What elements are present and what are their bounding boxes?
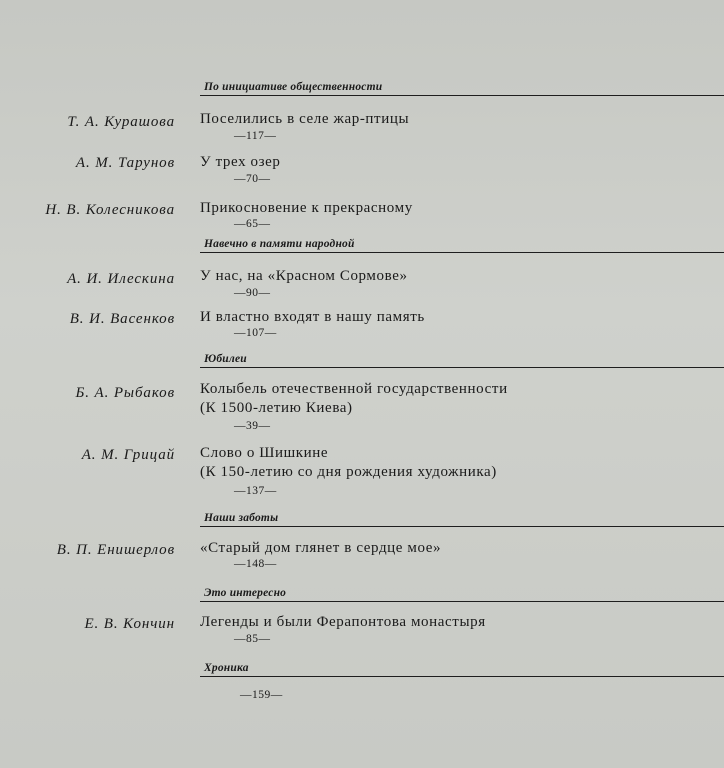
section-rule bbox=[200, 367, 724, 368]
entry-page-number: —148— bbox=[234, 558, 277, 570]
entry-title-line: У трех озер bbox=[200, 154, 281, 170]
section-rule bbox=[200, 526, 724, 527]
entry-author: А. М. Грицай bbox=[81, 447, 175, 463]
section-title: По инициативе общественности bbox=[204, 81, 383, 93]
section-rule bbox=[200, 601, 724, 602]
section-rule bbox=[200, 676, 724, 677]
entry-page-number: —85— bbox=[234, 633, 271, 645]
entry-author: Б. А. Рыбаков bbox=[75, 385, 175, 401]
section-header bbox=[200, 512, 724, 528]
section-header bbox=[200, 662, 724, 678]
entry-title[interactable] bbox=[200, 267, 408, 286]
entry-title[interactable] bbox=[200, 199, 413, 218]
entry-title[interactable] bbox=[200, 444, 497, 482]
section-rule bbox=[200, 252, 724, 253]
entry-author: А. М. Тарунов bbox=[75, 155, 175, 171]
section-header bbox=[200, 238, 724, 254]
entry-title[interactable] bbox=[200, 539, 441, 558]
entry-page-number: —117— bbox=[234, 130, 277, 142]
entry-title-line: «Старый дом глянет в сердце мое» bbox=[200, 540, 442, 556]
section-title: Это интересно bbox=[204, 587, 287, 599]
entry-title-line: Поселились в селе жар-птицы bbox=[200, 111, 410, 127]
section-header bbox=[200, 81, 724, 97]
entry-title[interactable] bbox=[200, 380, 508, 418]
entry-page-number: —65— bbox=[234, 218, 271, 230]
entry-title-line: Легенды и были Ферапонтова монастыря bbox=[200, 614, 486, 630]
entry-title-line: Слово о Шишкине bbox=[200, 445, 329, 461]
entry-title-line: У нас, на «Красном Сормове» bbox=[200, 268, 408, 284]
entry-page-number: —107— bbox=[234, 327, 277, 339]
section-title: Юбилеи bbox=[204, 353, 247, 365]
entry-author: В. П. Енишерлов bbox=[56, 542, 175, 558]
entry-title-line: И властно входят в нашу память bbox=[200, 309, 425, 325]
section-header bbox=[200, 587, 724, 603]
entry-author: А. И. Илескина bbox=[67, 271, 175, 287]
entry-title[interactable] bbox=[200, 308, 425, 327]
entry-title-line: (К 1500-летию Киева) bbox=[200, 400, 353, 416]
section-title: Навечно в памяти народной bbox=[204, 238, 355, 250]
entry-author: Т. А. Курашова bbox=[67, 114, 175, 130]
entry-title-line: Колыбель отечественной государственности bbox=[200, 381, 508, 397]
entry-title-line: Прикосновение к прекрасному bbox=[200, 200, 413, 216]
section-title: Хроника bbox=[204, 662, 249, 674]
entry-title[interactable] bbox=[200, 110, 409, 129]
entry-title[interactable] bbox=[200, 153, 281, 172]
entry-page-number: —137— bbox=[234, 485, 277, 497]
entry-page-number: —70— bbox=[234, 173, 271, 185]
entry-author: Е. В. Кончин bbox=[84, 616, 175, 632]
entry-title-line: (К 150-летию со дня рождения художника) bbox=[200, 464, 497, 480]
section-header bbox=[200, 353, 724, 369]
entry-page-number: —90— bbox=[234, 287, 271, 299]
entry-page-number: —159— bbox=[240, 689, 283, 701]
entry-page-number: —39— bbox=[234, 420, 271, 432]
entry-author: Н. В. Колесникова bbox=[45, 202, 175, 218]
entry-title[interactable] bbox=[200, 613, 486, 632]
entry-author: В. И. Васенков bbox=[69, 311, 175, 327]
section-title: Наши заботы bbox=[204, 512, 279, 524]
section-rule bbox=[200, 95, 724, 96]
